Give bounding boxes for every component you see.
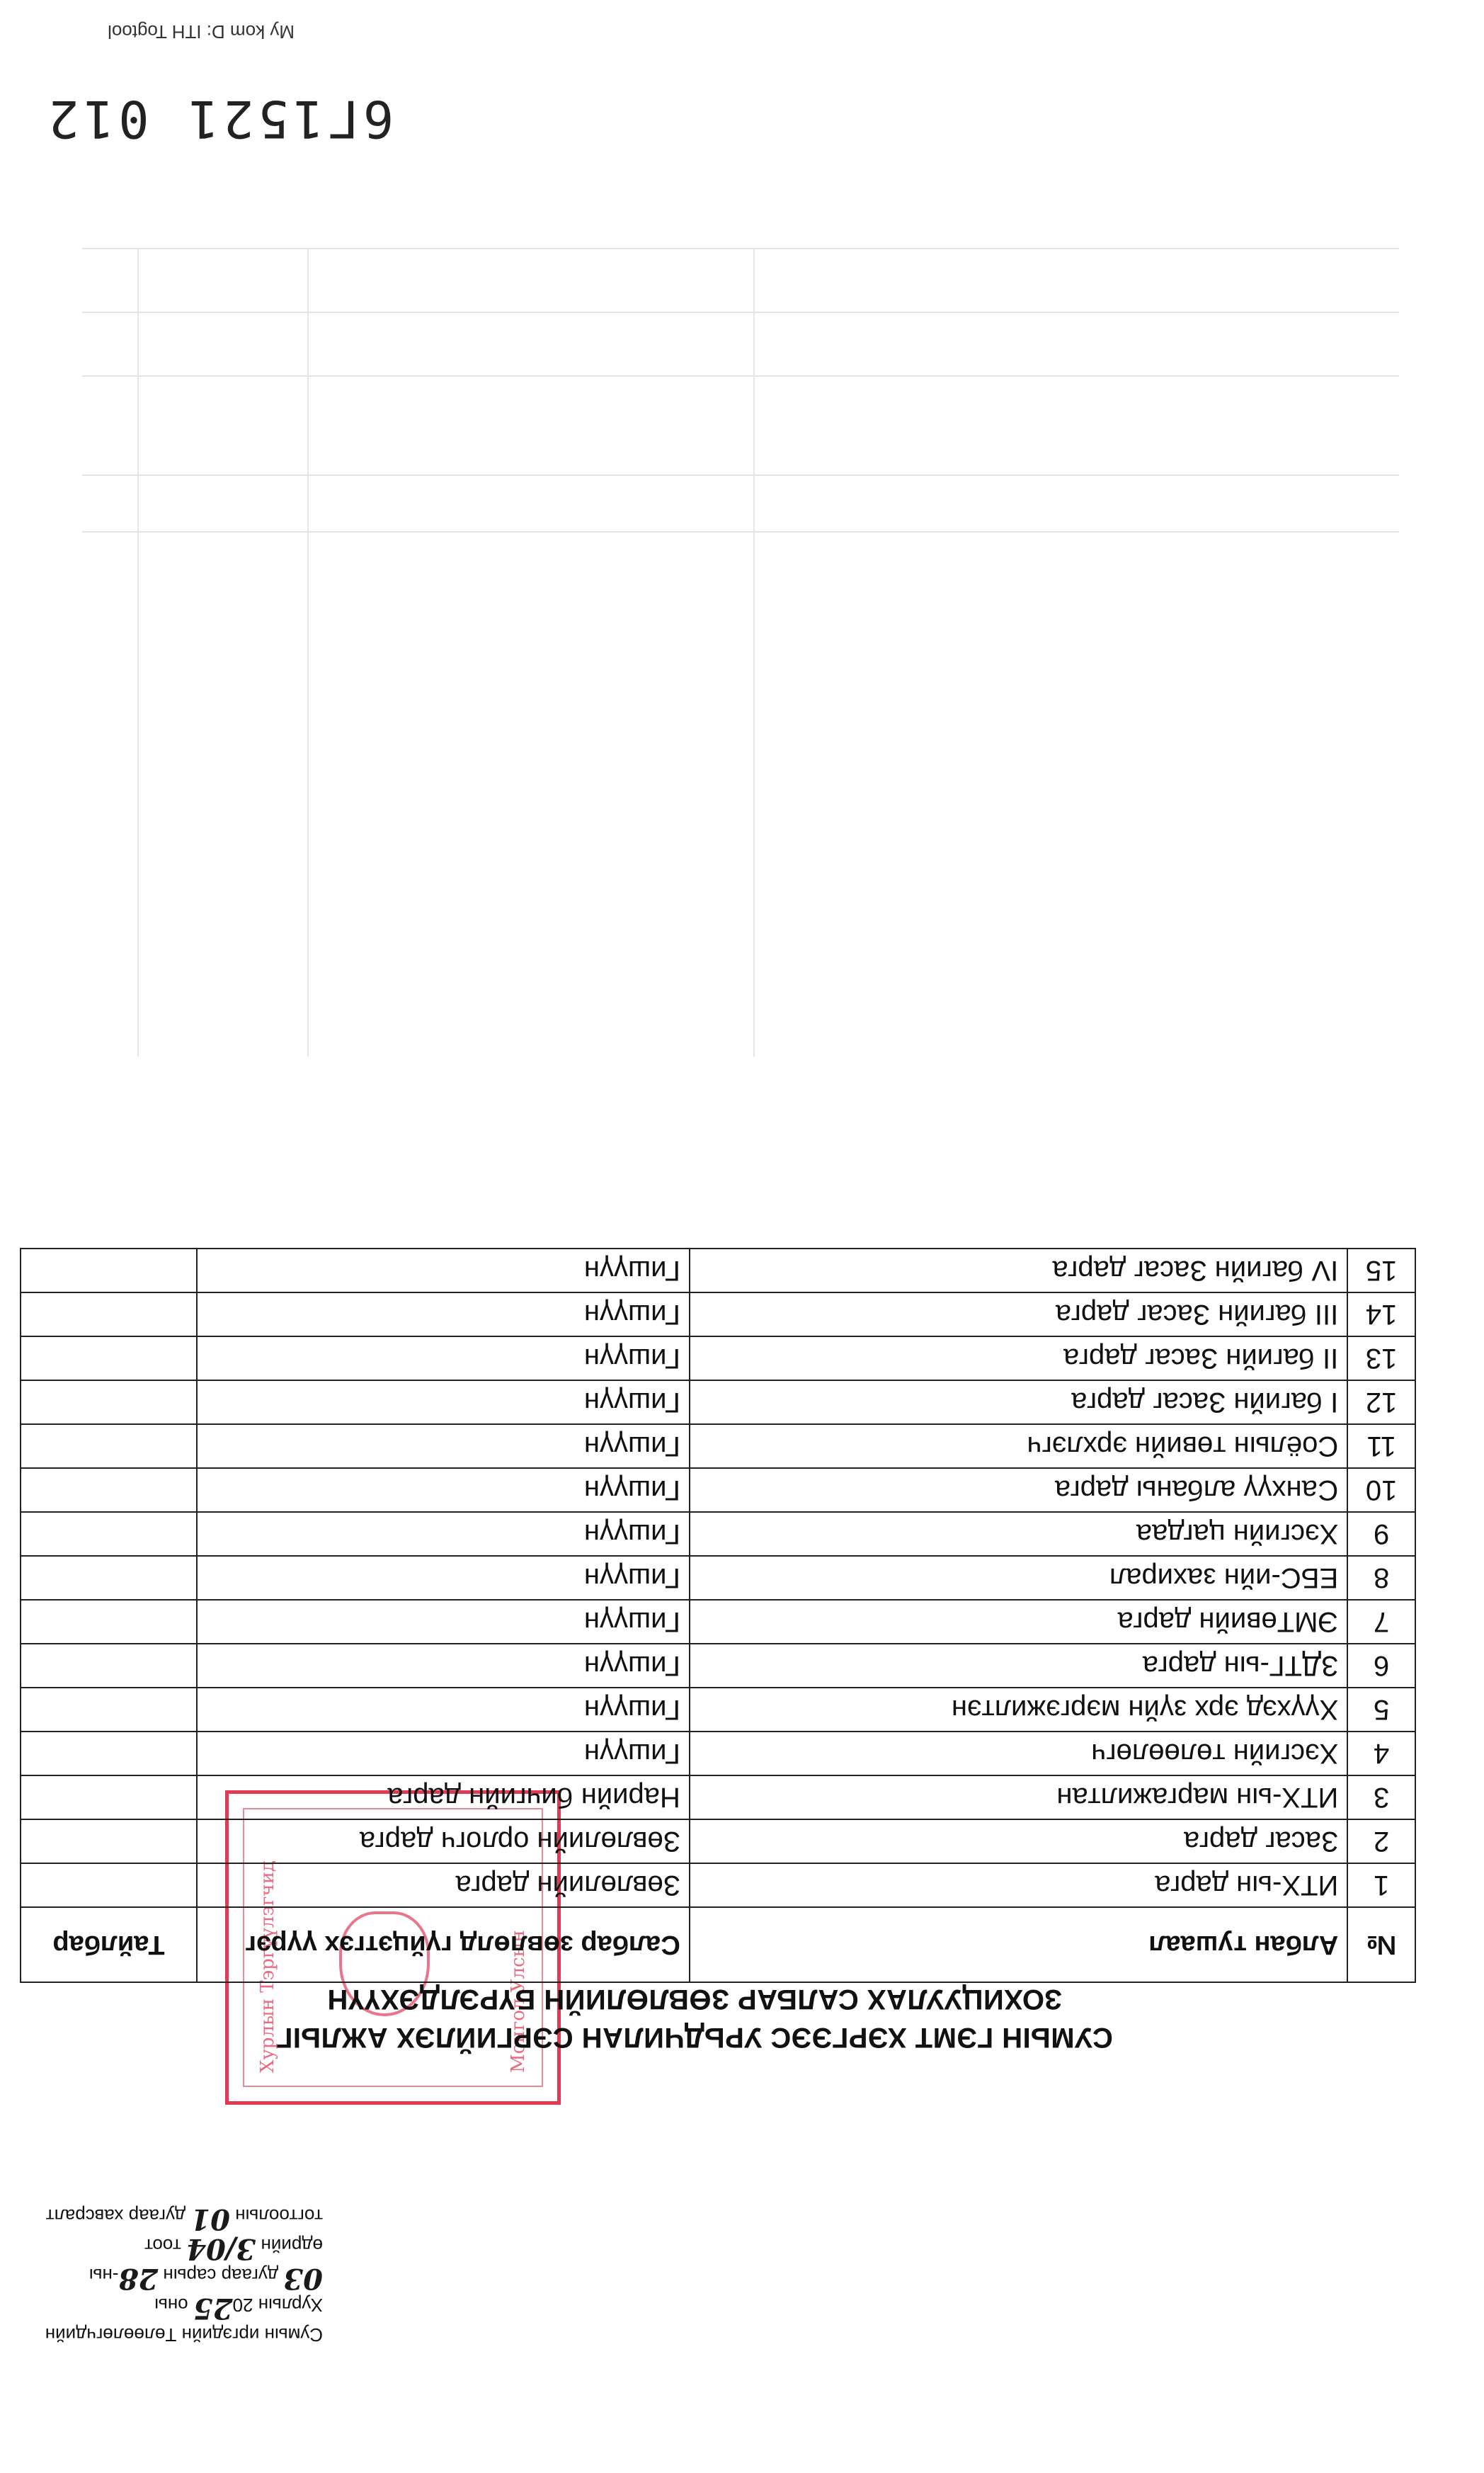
row-note — [21, 1468, 197, 1512]
table-row — [21, 1380, 1415, 1424]
row-position: Санхүү албаны дарга — [690, 1468, 1347, 1512]
approval-line-3 — [25, 2202, 323, 2236]
row-position: I багийн Засаг дарга — [690, 1380, 1347, 1424]
row-position: Хэсгийн цагдаа — [690, 1512, 1347, 1556]
row-position: Хүүхэд эрх зүйн мэргэжилтэн — [690, 1688, 1347, 1732]
table-row — [21, 1775, 1415, 1819]
row-role: Гишүүн — [197, 1292, 690, 1336]
row-number: 8 — [1347, 1556, 1415, 1600]
handwritten-year: 25 — [193, 2292, 233, 2325]
header-note: Тайлбар — [21, 1907, 197, 1982]
row-number: 12 — [1347, 1380, 1415, 1424]
row-note — [21, 1556, 197, 1600]
stamp-text-right: Хурлын Тэргүүлэгчид — [257, 1860, 278, 2073]
approval-text: тоот — [144, 2235, 181, 2256]
row-note — [21, 1688, 197, 1732]
handwritten-resolution-number: 3/04 — [186, 2232, 256, 2266]
row-role: Нарийн бичгийн дарга — [197, 1775, 690, 1819]
row-position: ЕБС-ийн захирал — [690, 1556, 1347, 1600]
row-note — [21, 1863, 197, 1907]
table-row — [21, 1468, 1415, 1512]
approval-text: тогтоолын — [235, 2205, 323, 2227]
approval-line-2 — [25, 2232, 323, 2295]
reverse-side-table-line — [82, 474, 1399, 476]
row-note — [21, 1380, 197, 1424]
table-row — [21, 1249, 1415, 1292]
row-number: 10 — [1347, 1468, 1415, 1512]
row-note — [21, 1512, 197, 1556]
print-note: My kom D: ITH Togtool — [108, 21, 295, 42]
row-role: Зөвлөлийн дарга — [197, 1863, 690, 1907]
row-note — [21, 1644, 197, 1688]
table-row — [21, 1424, 1415, 1468]
document-title-line-1: СУМЫН ГЭМТ ХЭРГЭЭС УРЬДЧИЛАН СЭРГИЙЛЭХ АЖЛЫГ — [276, 2022, 1113, 2053]
row-position: Засаг дарга — [690, 1819, 1347, 1863]
row-note — [21, 1336, 197, 1380]
row-number: 6 — [1347, 1644, 1415, 1688]
table-row — [21, 1819, 1415, 1863]
table-row — [21, 1644, 1415, 1688]
row-number: 14 — [1347, 1292, 1415, 1336]
row-position: III багийн Засаг дарга — [690, 1292, 1347, 1336]
approval-text: оны — [154, 2295, 188, 2316]
row-role: Гишүүн — [197, 1600, 690, 1644]
row-number: 4 — [1347, 1732, 1415, 1775]
row-role: Гишүүн — [197, 1688, 690, 1732]
header-role: Салбар зөвлөлд гүйцэтгэх үүрэг — [197, 1907, 690, 1982]
approval-text: -ны өдрийн — [89, 2235, 323, 2286]
table-row — [21, 1688, 1415, 1732]
row-position: ЗДТГ-ын дарга — [690, 1644, 1347, 1688]
registry-code: 6Г1521 012 — [44, 89, 394, 149]
table-row — [21, 1732, 1415, 1775]
row-number: 7 — [1347, 1600, 1415, 1644]
approval-line-1 — [25, 2292, 323, 2348]
header-number: № — [1347, 1907, 1415, 1982]
table-header-row — [21, 1907, 1415, 1982]
reverse-side-table-line — [307, 249, 309, 1057]
stamp-text-left: Монгол Улсын — [508, 1930, 529, 2073]
row-position: Соёлын төвийн эрхлэгч — [690, 1424, 1347, 1468]
row-number: 13 — [1347, 1336, 1415, 1380]
row-note — [21, 1732, 197, 1775]
row-role: Гишүүн — [197, 1380, 690, 1424]
row-number: 3 — [1347, 1775, 1415, 1819]
table-row — [21, 1600, 1415, 1644]
row-note — [21, 1292, 197, 1336]
reverse-side-table-line — [82, 312, 1399, 313]
row-position: II багийн Засаг дарга — [690, 1336, 1347, 1380]
row-number: 5 — [1347, 1688, 1415, 1732]
row-position: ЭМТөвийн дарга — [690, 1600, 1347, 1644]
handwritten-month: 03 — [283, 2262, 323, 2295]
row-role: Гишүүн — [197, 1556, 690, 1600]
header-position: Албан тушаал — [690, 1907, 1347, 1982]
approval-text: дугаар сарын — [163, 2265, 279, 2286]
table-body — [21, 1249, 1415, 1907]
reverse-side-table-line — [82, 531, 1399, 533]
reverse-side-table-line — [82, 375, 1399, 377]
approval-note — [25, 2202, 323, 2348]
document-title — [103, 1980, 1286, 2057]
table-row — [21, 1863, 1415, 1907]
row-position: ИТХ-ын дарга — [690, 1863, 1347, 1907]
row-number: 15 — [1347, 1249, 1415, 1292]
row-role: Гишүүн — [197, 1732, 690, 1775]
table-row — [21, 1512, 1415, 1556]
row-number: 2 — [1347, 1819, 1415, 1863]
row-role: Гишүүн — [197, 1336, 690, 1380]
reverse-side-table-line — [753, 249, 755, 1057]
row-note — [21, 1600, 197, 1644]
approval-text: Сумын иргэдийн Төлөөлөгчдийн Хурлын 20 — [45, 2295, 323, 2346]
row-role: Гишүүн — [197, 1468, 690, 1512]
row-role: Гишүүн — [197, 1512, 690, 1556]
row-number: 1 — [1347, 1863, 1415, 1907]
row-note — [21, 1775, 197, 1819]
row-role: Зөвлөлийн орлогч дарга — [197, 1819, 690, 1863]
row-role: Гишүүн — [197, 1644, 690, 1688]
handwritten-attachment-number: 01 — [190, 2202, 231, 2236]
approval-text: дугаар хавсралт — [45, 2205, 186, 2227]
council-composition-table — [20, 1248, 1416, 1983]
row-number: 9 — [1347, 1512, 1415, 1556]
row-number: 11 — [1347, 1424, 1415, 1468]
row-position: ИТХ-ын маргажилтан — [690, 1775, 1347, 1819]
row-role: Гишүүн — [197, 1424, 690, 1468]
row-role: Гишүүн — [197, 1249, 690, 1292]
document-title-line-2: ЗОХИЦУУЛАХ САЛБАР ЗӨВЛӨЛИЙН БҮРЭЛДЭХҮҮН — [327, 1984, 1062, 2015]
reverse-side-table-line — [137, 249, 139, 1057]
handwritten-day: 28 — [118, 2262, 159, 2295]
row-note — [21, 1819, 197, 1863]
table-row — [21, 1292, 1415, 1336]
row-note — [21, 1424, 197, 1468]
reverse-side-table-line — [82, 248, 1399, 249]
table-row — [21, 1336, 1415, 1380]
row-position: Хэсгийн төлөөлөгч — [690, 1732, 1347, 1775]
table-row — [21, 1556, 1415, 1600]
row-position: IV багийн Засаг дарга — [690, 1249, 1347, 1292]
row-note — [21, 1249, 197, 1292]
